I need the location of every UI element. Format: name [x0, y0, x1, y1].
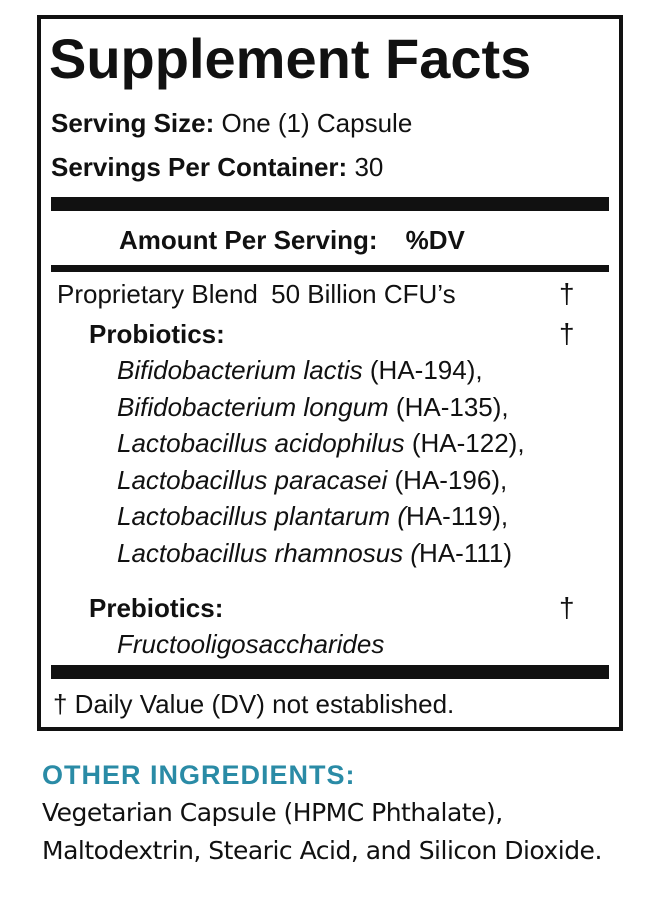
- strain-code: HA-111): [419, 537, 513, 568]
- blend-amount: 50 Billion CFU’s: [271, 279, 456, 309]
- strain-name: Lactobacillus rhamnosus (: [117, 537, 420, 568]
- probiotics-label: Probiotics:: [89, 319, 225, 349]
- thick-divider-top: [51, 197, 609, 211]
- amount-per-serving-label: Amount Per Serving:: [119, 225, 378, 255]
- strain-name: Lactobacillus paracasei: [117, 464, 388, 495]
- strain-name: Lactobacillus plantarum (: [117, 501, 407, 531]
- strain-row: [117, 426, 525, 460]
- proprietary-blend-row: [57, 277, 456, 311]
- strain-name: Bifidobacterium lactis: [117, 355, 363, 385]
- probiotics-dv: †: [559, 318, 575, 349]
- amount-header: [119, 223, 465, 257]
- other-ingredients-line-1: Vegetarian Capsule (HPMC Phthalate),: [42, 798, 503, 827]
- other-ingredients-line-2: Maltodextrin, Stearic Acid, and Silicon Dioxide.: [42, 836, 602, 865]
- serving-size-value: One (1) Capsule: [221, 108, 413, 138]
- strain-code: HA-119),: [406, 501, 509, 531]
- strain-name: Bifidobacterium longum: [117, 391, 389, 422]
- other-ingredients-title: OTHER INGREDIENTS:: [42, 760, 356, 790]
- footnote: † Daily Value (DV) not established.: [53, 689, 455, 719]
- strain-row: [117, 463, 507, 497]
- servings-per-container-value: 30: [354, 152, 384, 182]
- medium-divider: [51, 265, 609, 272]
- thick-divider-bottom: [51, 665, 609, 679]
- strain-code: (HA-196),: [387, 464, 508, 495]
- panel-title: Supplement Facts: [49, 27, 532, 90]
- serving-size-label: Serving Size:: [51, 108, 215, 138]
- prebiotics-dv: †: [559, 592, 575, 623]
- strain-name: Lactobacillus acidophilus: [117, 428, 405, 458]
- servings-per-container-label: Servings Per Container:: [51, 152, 348, 182]
- blend-name: Proprietary Blend: [57, 279, 258, 309]
- prebiotic-item: Fructooligosaccharides: [117, 629, 385, 659]
- servings-per-container: [51, 151, 383, 183]
- serving-size: [51, 107, 412, 139]
- strain-code: (HA-135),: [388, 391, 509, 422]
- strain-row: [117, 353, 483, 387]
- strain-row: [117, 499, 508, 533]
- strain-row: [117, 390, 509, 424]
- strain-code: (HA-194),: [362, 355, 483, 385]
- blend-dv: †: [559, 278, 575, 309]
- dv-column-label: %DV: [405, 225, 465, 255]
- prebiotics-label: Prebiotics:: [89, 593, 224, 623]
- strain-row: [117, 536, 512, 570]
- strain-code: (HA-122),: [404, 428, 525, 458]
- supplement-facts-panel: [37, 15, 623, 731]
